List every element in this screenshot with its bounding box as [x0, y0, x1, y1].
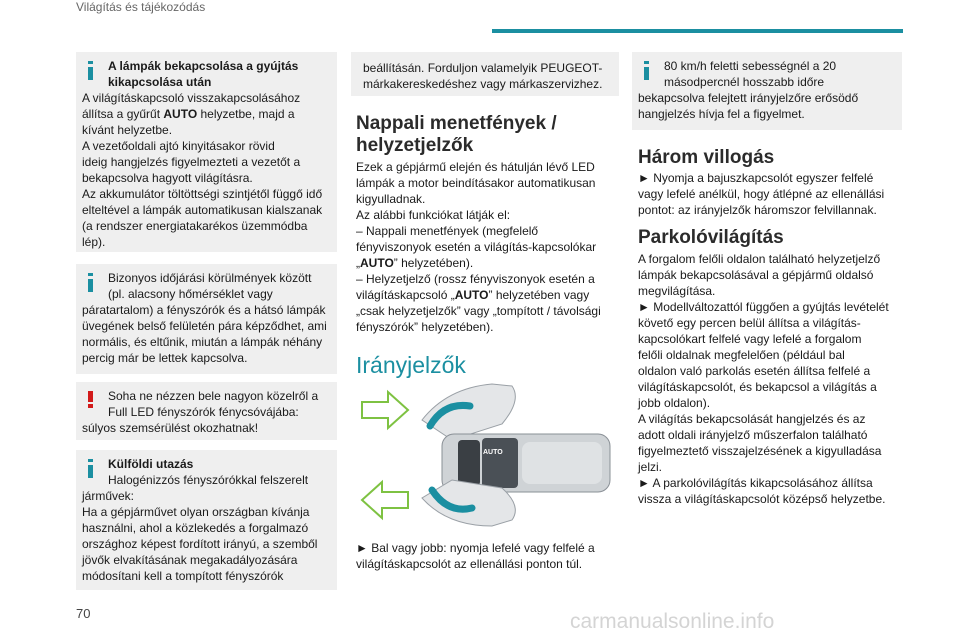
note-title: kikapcsolása után [108, 75, 212, 89]
watermark: carmanualsonline.info [570, 610, 775, 633]
note-line: hangjelzés hívja fel a figyelmet. [638, 107, 805, 121]
note-line: (pl. alacsony hőmérséklet vagy [108, 287, 273, 301]
note-line: Soha ne nézzen bele nagyon közelről a [108, 389, 319, 403]
note-line: Bizonyos időjárási körülmények között [108, 271, 312, 285]
header-rule [492, 29, 903, 33]
heading-parking-lights: Parkolóvilágítás [638, 227, 784, 248]
note-line: másodpercnél hosszabb időre [664, 75, 825, 89]
stalk-upper [422, 384, 515, 440]
note-line: beállításán. Forduljon valamelyik PEUGEOT- [363, 61, 603, 75]
indicators-text: ► Bal vagy jobb: nyomja lefelé vagy felfelé a világításkapcsolót az ellenállási ponton túl. [356, 541, 595, 571]
note-line: járművek: [82, 489, 135, 503]
stalk-auto-label: AUTO [483, 449, 503, 456]
note-line: A világításkapcsoló visszakapcsolásához [82, 91, 301, 105]
note-line: páratartalom) a fényszórók és a hátsó lámpák [82, 303, 326, 317]
note-line: Ha a gépjárművet olyan országban kívánja [82, 505, 310, 519]
note-line: üvegének belső felületén pára képződhet, ami [82, 319, 327, 333]
note-line: A vezetőoldali ajtó kinyitásakor rövid [82, 139, 275, 153]
note-line: módosítani kell a tompított fényszórók [82, 569, 284, 583]
note-continuation [351, 52, 619, 96]
stalk-diagram [352, 380, 612, 528]
note-line: percig már be lettek kapcsolva. [82, 351, 248, 365]
note-line: bekapcsolva hagyott világításra. [82, 171, 253, 185]
page-number: 70 [76, 606, 91, 621]
note-line: elteltével a lámpák automatikusan kialszanak [82, 203, 323, 217]
note-line: Halogénizzós fényszórókkal felszerelt [108, 473, 309, 487]
note-line: 80 km/h feletti sebességnél a 20 [664, 59, 837, 73]
arrow-right-icon [362, 392, 408, 428]
heading-daytime-lights: Nappali menetfények / helyzetjelzők [356, 113, 557, 156]
note-indicator-warning [632, 52, 902, 130]
note-condensation [76, 264, 337, 374]
daytime-lights-text: Ezek a gépjármű elején és hátulján lévő LED lámpák a motor beindításakor automatikusan kigyulladnak. Az alábbi funkciókat látják el: – Nappali menetfények (megfelelő fényviszonyok esetén a világítás-kapcsolókar „AUTO” helyzetében). – Helyzetjelző (rossz fényviszonyok esetén a világításkapcsoló „AUTO” helyzetében vagy „csak helyzetjelzők” vagy „tompított / távolsági fényszórók” helyzetében). [356, 160, 601, 334]
note-line: ideig hangjelzés figyelmezteti a vezetőt a [82, 155, 301, 169]
note-line: (a rendszer energiatakarékos üzemmódba [82, 219, 308, 233]
three-flashes-text: ► Nyomja a bajuszkapcsolót egyszer felfelé vagy lefelé anélkül, hogy átlépné az ellenállási pontot: az irányjelzők háromszor felvillannak. [638, 171, 885, 217]
note-line: súlyos szemsérülést okozhatnak! [82, 421, 259, 435]
warning-led-headlamps [76, 382, 337, 440]
note-line: állítsa a gyűrűt AUTO helyzetbe, majd a [82, 107, 295, 121]
note-line: használni, ahol a közlekedés a forgalmazó [82, 521, 309, 535]
note-line: normális, és eltűnik, miután a lámpák néhány [82, 335, 323, 349]
note-line: Az akkumulátor töltöttségi szintjétől függő idő [82, 187, 323, 201]
note-travel-abroad [76, 450, 337, 590]
note-title: Külföldi utazás [108, 457, 194, 471]
note-line: országhoz képest fordított irányú, a szemből [82, 537, 318, 551]
note-line: bekapcsolva felejtett irányjelzőre erősödő [638, 91, 859, 105]
heading-indicators: Irányjelzők [356, 352, 466, 378]
note-line: jövők elvakításának megakadályozására [82, 553, 298, 567]
running-header: Világítás és tájékozódás [76, 0, 206, 14]
note-lights-after-ignition [76, 52, 337, 252]
note-line: kívánt helyzetbe. [82, 123, 173, 137]
note-line: márkakereskedéshez vagy márkaszervizhez. [363, 77, 603, 91]
arrow-left-icon [362, 482, 408, 518]
note-line: Full LED fényszórók fénycsóvájába: [108, 405, 299, 419]
heading-three-flashes: Három villogás [638, 147, 775, 168]
note-title: A lámpák bekapcsolása a gyújtás [108, 59, 299, 73]
parking-lights-text: A forgalom felőli oldalon található helyzetjelző lámpák bekapcsolásával a gépjármű oldalsó megvilágítása. ► Modellváltozattól függően a gyújtás levételét követő egy percen belül állítsa a világítás- kapcsolókart felfelé vagy lefelé a forgalom felőli oldalnak megfelelően (például bal oldalon való parkolás esetén állítsa felfelé a világításkapcsolót, és bekapcsol a világítás a jobb oldalon). A világítás bekapcsolását hangjelzés és az adott oldali irányjelző műszerfalon található figyelmeztető visszajelzésének a kigyulladása jelzi. ► A parkolóvilágítás kikapcsolásához állítsa vissza a világításkapcsolót középső helyzetbe. [638, 252, 889, 506]
note-line: lép). [82, 235, 106, 249]
